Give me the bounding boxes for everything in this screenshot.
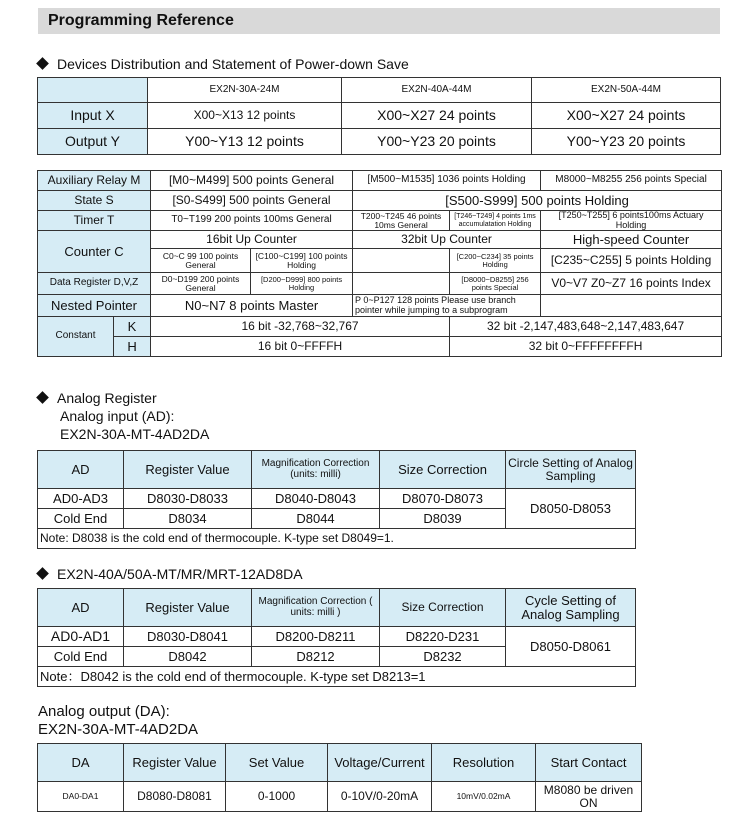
analog-note: Note: D8038 is the cold end of thermocouple. K-type set D8049=1. [38, 529, 636, 549]
data-register-special: [D8000~D8255] 256 points Special [450, 273, 541, 295]
ad-header: AD [38, 451, 124, 489]
magnification-header: Magnification Correction ( units: milli ) [252, 589, 380, 627]
register-value-header: Register Value [124, 744, 226, 782]
data-register-general: D0~D199 200 points General [151, 273, 251, 295]
da-register-cell: D8080-D8081 [124, 782, 226, 812]
size-correction-cell: D8232 [380, 647, 506, 667]
set-value-header: Set Value [226, 744, 328, 782]
constant-h-16bit: 16 bit 0~FFFFH [151, 337, 450, 357]
analog-output-subheading: Analog output (DA): [38, 703, 170, 720]
resolution-cell: 10mV/0.02mA [432, 782, 536, 812]
output-cell: Y00~Y13 12 points [148, 129, 342, 155]
constant-k-32bit: 32 bit -2,147,483,648~2,147,483,647 [450, 317, 722, 337]
state-label: State S [38, 191, 151, 211]
counter-highspeed: [C235~C255] 5 points Holding [541, 249, 722, 273]
magnification-cell: D8044 [252, 509, 380, 529]
aux-relay-holding: [M500~M1535] 1036 points Holding [353, 171, 541, 191]
register-cell: D8034 [124, 509, 252, 529]
output-cell: Y00~Y23 20 points [532, 129, 721, 155]
timer-label: Timer T [38, 211, 151, 231]
size-correction-header: Size Correction [380, 451, 506, 489]
state-general: [S0-S499] 500 points General [151, 191, 353, 211]
section-header [38, 8, 720, 34]
model-header: EX2N-50A-44M [532, 78, 721, 103]
ad-header: AD [38, 589, 124, 627]
cold-end-cell: Cold End [38, 509, 124, 529]
diamond-bullet-icon [36, 391, 49, 404]
resolution-header: Resolution [432, 744, 536, 782]
voltage-current-header: Voltage/Current [328, 744, 432, 782]
nested-empty-cell [541, 295, 722, 317]
start-contact-header: Start Contact [536, 744, 642, 782]
registers-table [37, 170, 722, 357]
nested-pointer-label: Nested Pointer [38, 295, 151, 317]
timer-1ms: [T246~T249] 4 points 1ms accumulatation Holding [450, 211, 541, 231]
input-label: Input X [38, 103, 148, 129]
output-label: Output Y [38, 129, 148, 155]
size-correction-cell: D8039 [380, 509, 506, 529]
da-header: DA [38, 744, 124, 782]
da-channel-cell: DA0-DA1 [38, 782, 124, 812]
model-header: EX2N-30A-24M [148, 78, 342, 103]
counter-16bit-header: 16bit Up Counter [151, 231, 353, 249]
circle-setting-header: Circle Setting of Analog Sampling [506, 451, 636, 489]
analog-heading: Analog Register [38, 390, 157, 406]
counter-holding: [C100~C199] 100 points Holding [251, 249, 353, 273]
analog-output-model: EX2N-30A-MT-4AD2DA [38, 721, 199, 738]
counter-32bit-holding: [C200~C234] 35 points Holding [450, 249, 541, 273]
constant-k-label: K [114, 317, 151, 337]
counter-empty-cell [353, 249, 450, 273]
pointer-branch: P 0~P127 128 points Please use branch pointer while jumping to a subprogram [353, 295, 541, 317]
aux-relay-general: [M0~M499] 500 points General [151, 171, 353, 191]
analog-input-table-40a [37, 588, 636, 687]
register-value-header: Register Value [124, 451, 252, 489]
register-value-header: Register Value [124, 589, 252, 627]
timer-100ms: [T250~T255] 6 points100ms Actuary Holding [541, 211, 722, 231]
data-register-holding: [D200~D999] 800 points Holding [251, 273, 353, 295]
size-correction-cell: D8220-D231 [380, 627, 506, 647]
input-cell: X00~X27 24 points [532, 103, 721, 129]
ad-channel-cell: AD0-AD3 [38, 489, 124, 509]
analog-output-table [37, 743, 642, 812]
constant-h-32bit: 32 bit 0~FFFFFFFFH [450, 337, 722, 357]
aux-relay-label: Auxiliary Relay M [38, 171, 151, 191]
analog-input-subheading: Analog input (AD): [60, 408, 175, 424]
data-register-index: V0~V7 Z0~Z7 16 points Index [541, 273, 722, 295]
voltage-current-cell: 0-10V/0-20mA [328, 782, 432, 812]
diamond-bullet-icon [36, 567, 49, 580]
input-cell: X00~X13 12 points [148, 103, 342, 129]
register-cell: D8042 [124, 647, 252, 667]
counter-32bit-header: 32bit Up Counter [353, 231, 541, 249]
counter-highspeed-header: High-speed Counter [541, 231, 722, 249]
devices-table [37, 77, 721, 155]
constant-label: Constant [38, 317, 114, 357]
sampling-cell: D8050-D8053 [506, 489, 636, 529]
aux-relay-special: M8000~M8255 256 points Special [541, 171, 722, 191]
model-header: EX2N-40A-44M [342, 78, 532, 103]
start-contact-cell: M8080 be driven ON [536, 782, 642, 812]
cold-end-cell: Cold End [38, 647, 124, 667]
nested-pointer-master: N0~N7 8 points Master [151, 295, 353, 317]
register-cell: D8030-D8033 [124, 489, 252, 509]
magnification-cell: D8200-D8211 [252, 627, 380, 647]
counter-general: C0~C 99 100 points General [151, 249, 251, 273]
output-cell: Y00~Y23 20 points [342, 129, 532, 155]
timer-general: T0~T199 200 points 100ms General [151, 211, 353, 231]
state-holding: [S500-S999] 500 points Holding [353, 191, 722, 211]
diamond-bullet-icon [36, 57, 49, 70]
timer-10ms: T200~T245 46 points 10ms General [353, 211, 450, 231]
set-value-cell: 0-1000 [226, 782, 328, 812]
devices-corner-cell [38, 78, 148, 103]
size-correction-header: Size Correction [380, 589, 506, 627]
analog-heading-40a: EX2N-40A/50A-MT/MR/MRT-12AD8DA [38, 566, 303, 582]
data-register-empty-cell [353, 273, 450, 295]
analog-input-table-30a [37, 450, 636, 549]
magnification-cell: D8212 [252, 647, 380, 667]
ad-channel-cell: AD0-AD1 [38, 627, 124, 647]
page-title: Programming Reference [48, 12, 234, 29]
cycle-setting-header: Cycle Setting of Analog Sampling [506, 589, 636, 627]
data-register-label: Data Register D,V,Z [38, 273, 151, 295]
magnification-cell: D8040-D8043 [252, 489, 380, 509]
constant-k-16bit: 16 bit -32,768~32,767 [151, 317, 450, 337]
sampling-cell: D8050-D8061 [506, 627, 636, 667]
input-cell: X00~X27 24 points [342, 103, 532, 129]
constant-h-label: H [114, 337, 151, 357]
register-cell: D8030-D8041 [124, 627, 252, 647]
devices-heading: Devices Distribution and Statement of Power-down Save [38, 56, 409, 72]
size-correction-cell: D8070-D8073 [380, 489, 506, 509]
analog-input-model: EX2N-30A-MT-4AD2DA [60, 426, 210, 442]
analog-note: Note：D8042 is the cold end of thermocouple. K-type set D8213=1 [38, 667, 636, 687]
magnification-header: Magnification Correction (units: milli) [252, 451, 380, 489]
counter-label: Counter C [38, 231, 151, 273]
